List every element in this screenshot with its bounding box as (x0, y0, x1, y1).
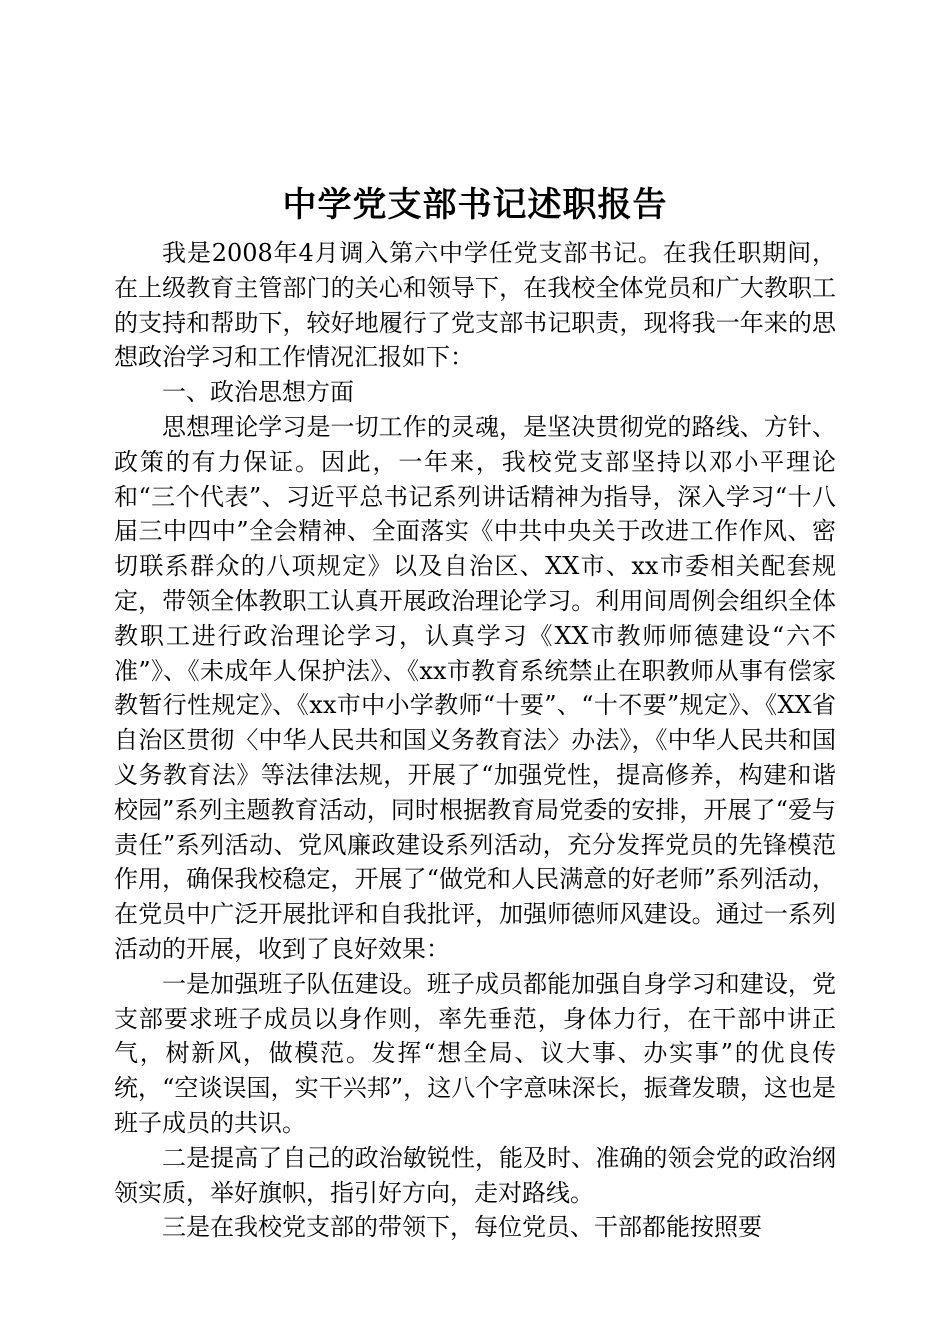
document-page (114, 180, 836, 1245)
paragraph-point-three: 三是在我校党支部的带领下，每位党员、干部都能按照要 (162, 1213, 762, 1242)
document-body (114, 236, 836, 1245)
section-heading-political-thought: 一、政治思想方面 (162, 378, 354, 407)
document-title: 中学党支部书记述职报告 (282, 185, 668, 225)
paragraph-point-one: 一是加强班子队伍建设。班子成员都能加强自身学习和建设，党支部要求班子成员以身作则，率先垂范，身体力行，在干部中讲正气，树新风，做模范。发挥“想全局、议大事、办实事”的优良传统，“空谈误国，实干兴邦”，这八个字意味深长，振聋发聩，这也是班子成员的共识。 (114, 969, 836, 1137)
paragraph-theory-study: 思想理论学习是一切工作的灵魂，是坚决贯彻党的路线、方针、政策的有力保证。因此，一年来，我校党支部坚持以邓小平理论和“三个代表”、习近平总书记系列讲话精神为指导，深入学习“十八届三中四中”全会精神、全面落实《中共中央关于改进工作作风、密切联系群众的八项规定》以及自治区、XX市、xx市委相关配套规定，带领全体教职工认真开展政治理论学习。利用间周例会组织全体教职工进行政治理论学习，认真学习《XX市教师师德建设“六不准”》、《未成年人保护法》、《xx市教育系统禁止在职教师从事有偿家教暂行性规定》、《xx市中小学教师“十要”、“十不要”规定》、《XX省自治区贯彻〈中华人民共和国义务教育法〉办法》，《中华人民共和国义务教育法》等法律法规，开展了“加强党性，提高修养，构建和谐校园”系列主题教育活动，同时根据教育局党委的安排，开展了“爱与责任”系列活动、党风廉政建设系列活动，充分发挥党员的先锋模范作用，确保我校稳定，开展了“做党和人民满意的好老师”系列活动，在党员中广泛开展批评和自我批评，加强师德师风建设。通过一系列活动的开展，收到了良好效果： (114, 412, 836, 963)
paragraph-point-two: 二是提高了自己的政治敏锐性，能及时、准确的领会党的政治纲领实质，举好旗帜，指引好方向，走对路线。 (114, 1143, 836, 1207)
paragraph-intro: 我是2008年4月调入第六中学任党支部书记。在我任职期间，在上级教育主管部门的关心和领导下，在我校全体党员和广大教职工的支持和帮助下，较好地履行了党支部书记职责，现将我一年来的思想政治学习和工作情况汇报如下： (114, 239, 836, 372)
